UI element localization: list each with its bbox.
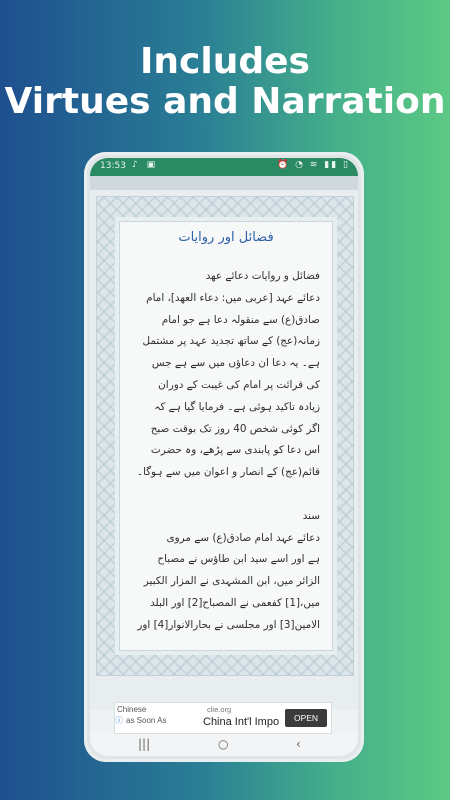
status-time: 13:53: [100, 161, 126, 171]
ad-text-line-2: as Soon As: [126, 716, 167, 725]
text-line: صادق(ع) سے منقولہ دعا ہے جو امام: [161, 313, 320, 326]
promo-headline: [0, 42, 450, 122]
ad-info-icon[interactable]: ⓘ: [115, 716, 123, 725]
decorative-frame: [96, 196, 354, 676]
notification-icons: ♪ ▣: [132, 160, 159, 170]
phone-frame: [84, 152, 364, 762]
text-line: زیادہ تاکید ہوئی ہے۔ فرمایا گیا ہے کہ: [154, 400, 320, 413]
text-line: اس دعا کو پابندی سے پڑھے، وہ حضرت: [150, 444, 320, 457]
home-icon[interactable]: ○: [218, 737, 229, 751]
ad-headline: China Int'l Impo: [203, 716, 280, 728]
card-body: [132, 266, 320, 637]
text-line: دعائے عہد امام صادق(ع) سے مروی: [166, 531, 320, 544]
recents-icon[interactable]: |||: [138, 737, 151, 751]
text-line: کی قرائت پر امام کی غیبت کے دوران: [158, 378, 320, 391]
text-line: زمانہ(عج) کے ساتھ تجدید عہد پر مشتمل: [142, 335, 320, 348]
ad-banner[interactable]: [114, 702, 332, 734]
text-line: الامین[3] اور مجلسی نے بحارالانوار[4] اور: [137, 618, 320, 631]
ad-text-line-1: Chinese: [117, 705, 147, 714]
phone-screen: [90, 158, 358, 756]
app-toolbar: [90, 176, 358, 190]
text-line: فضائل و روایات دعائے عهد: [205, 270, 320, 282]
system-status-icons: ⏰ ◔ ≋ ▮▮ ▯: [277, 160, 350, 170]
text-line: ہے اور اسے سید ابن طاؤس نے مصباح: [157, 553, 320, 566]
text-card[interactable]: [119, 221, 333, 651]
back-icon[interactable]: ‹: [296, 737, 301, 751]
status-bar: [90, 158, 358, 176]
text-line: الزائر میں، ابن المشہدی نے المزار الکبیر: [143, 575, 320, 588]
headline-line-1: Includes: [140, 41, 310, 82]
text-line: میں،[1] کفعمی نے المصباح[2] اور البلد: [150, 596, 320, 609]
android-nav-bar: [90, 734, 358, 756]
headline-line-2: Virtues and Narration: [4, 81, 446, 122]
ad-open-button[interactable]: OPEN: [285, 709, 327, 727]
text-line: قائم(عج) کے انصار و اعوان میں سے ہوگا۔: [136, 466, 320, 479]
paragraph-gap: [132, 484, 320, 506]
ad-url: clie.org: [207, 705, 232, 714]
section-heading: سند: [302, 509, 320, 522]
card-title: فضائل اور روایات: [178, 230, 274, 245]
reader-content[interactable]: [90, 190, 358, 710]
text-line: اگر کوئی شخص 40 روز تک بوقت صبح: [150, 422, 320, 435]
text-line: ہے۔ یہ دعا ان دعاؤں میں سے ہے جس: [151, 357, 320, 370]
text-line: دعائے عہد [عربی میں: دعاء العهد]، امام: [146, 291, 320, 304]
